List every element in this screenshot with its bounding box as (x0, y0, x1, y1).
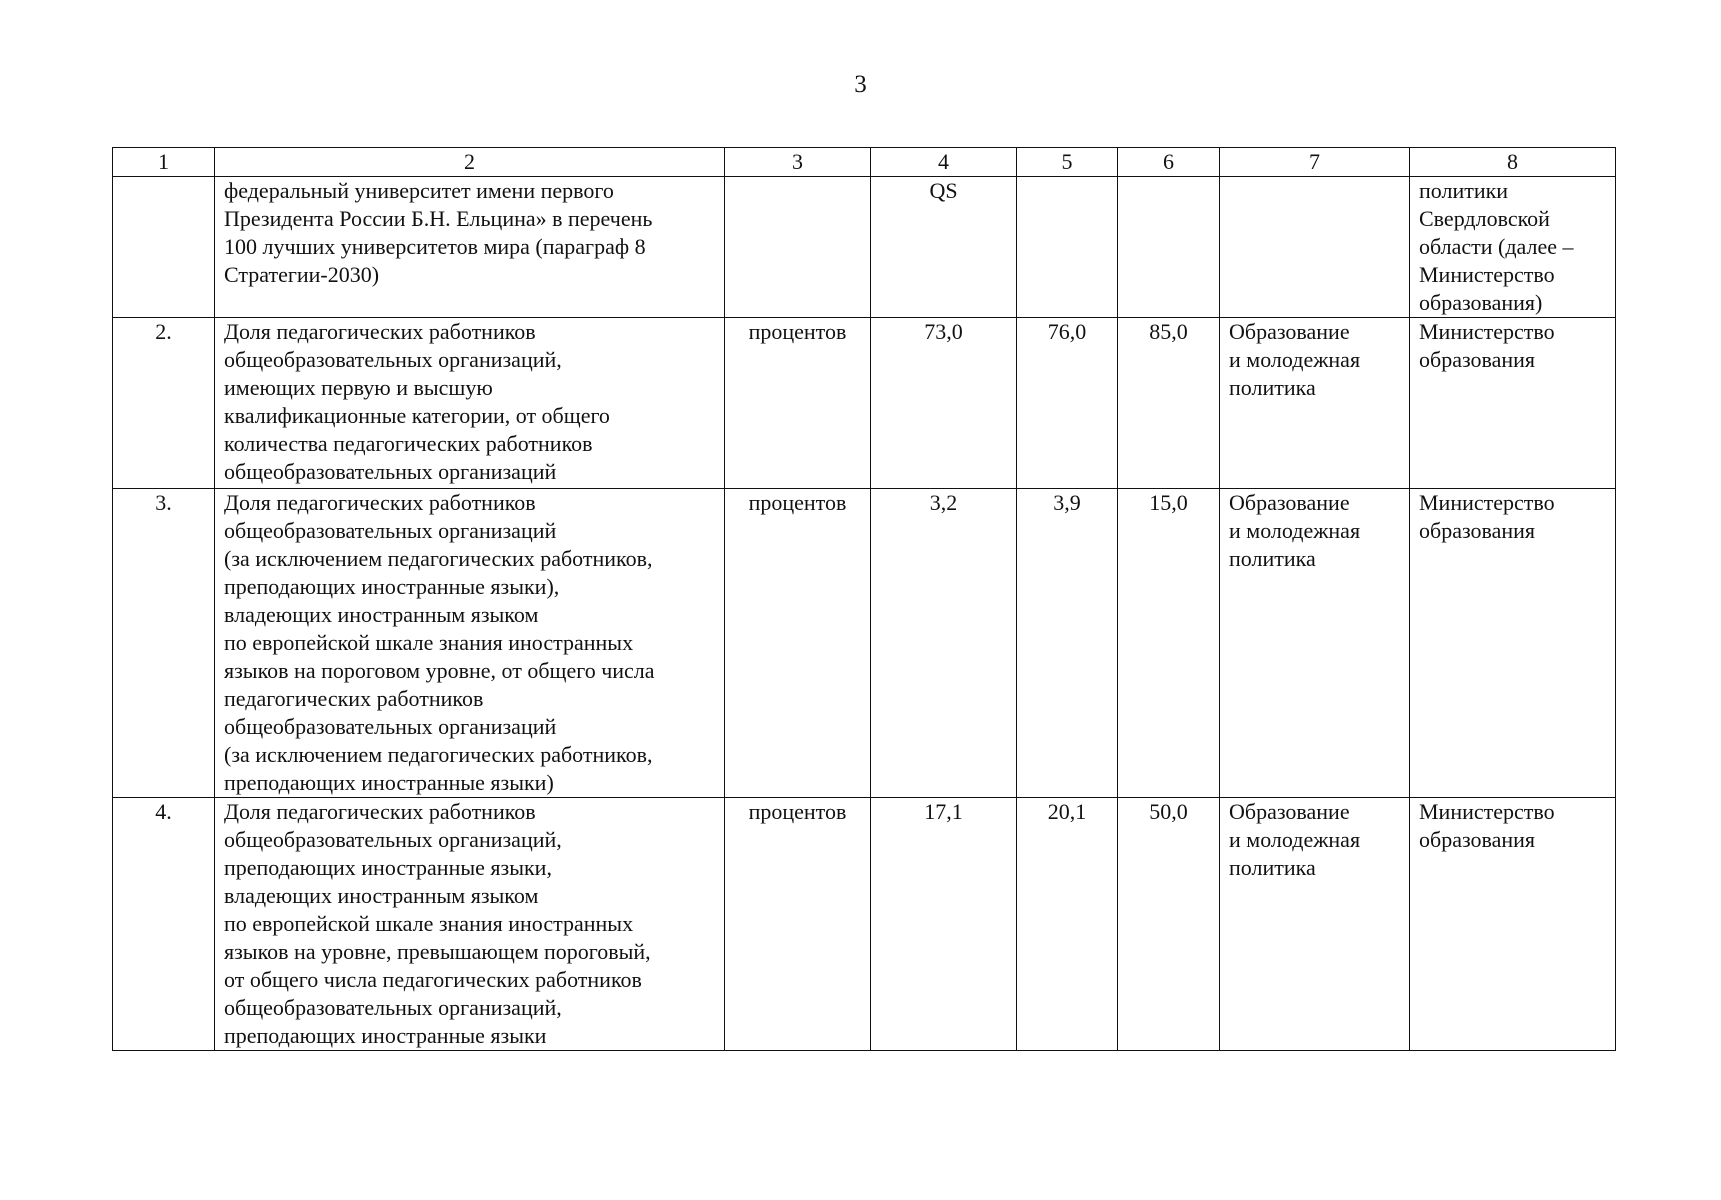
row-number: 3. (113, 489, 215, 798)
program-cell (1220, 177, 1410, 318)
value-col5 (1017, 177, 1118, 318)
program-cell: Образование и молодежная политика (1220, 798, 1410, 1051)
table-header-row (113, 148, 1616, 177)
value-col4: 17,1 (871, 798, 1017, 1051)
unit-cell (725, 177, 871, 318)
responsible-cell: Министерство образования (1410, 318, 1616, 489)
unit-cell: процентов (725, 318, 871, 489)
indicator-description: Доля педагогических работников общеобразовательных организаций, преподающих иностранные языки, владеющих иностранным языком по европейской шкале знания иностранных языков на уровне, превышающем пороговый, от общего числа педагогических работников общеобразовательных организаций, преподающих иностранные языки (215, 798, 725, 1051)
indicator-description: федеральный университет имени первого Президента России Б.Н. Ельцина» в перечень 100 лучших университетов мира (параграф 8 Стратегии-2030) (215, 177, 725, 318)
column-header-8: 8 (1410, 148, 1616, 177)
unit-cell: процентов (725, 489, 871, 798)
value-col5: 20,1 (1017, 798, 1118, 1051)
value-col6: 50,0 (1118, 798, 1220, 1051)
responsible-cell: Министерство образования (1410, 798, 1616, 1051)
value-col4: 3,2 (871, 489, 1017, 798)
indicators-table (112, 147, 1616, 1051)
column-header-1: 1 (113, 148, 215, 177)
column-header-2: 2 (215, 148, 725, 177)
column-header-7: 7 (1220, 148, 1410, 177)
table-row (113, 177, 1616, 318)
value-col5: 76,0 (1017, 318, 1118, 489)
table-row (113, 489, 1616, 798)
indicator-description: Доля педагогических работников общеобразовательных организаций (за исключением педагогических работников, преподающих иностранные языки), владеющих иностранным языком по европейской шкале знания иностранных языков на пороговом уровне, от общего числа педагогических работников общеобразовательных организаций (за исключением педагогических работников, преподающих иностранные языки) (215, 489, 725, 798)
program-cell: Образование и молодежная политика (1220, 489, 1410, 798)
responsible-cell: политики Свердловской области (далее – Министерство образования) (1410, 177, 1616, 318)
value-col5: 3,9 (1017, 489, 1118, 798)
column-header-5: 5 (1017, 148, 1118, 177)
program-cell: Образование и молодежная политика (1220, 318, 1410, 489)
value-col6 (1118, 177, 1220, 318)
row-number: 4. (113, 798, 215, 1051)
column-header-3: 3 (725, 148, 871, 177)
row-number: 2. (113, 318, 215, 489)
value-col4: QS (871, 177, 1017, 318)
value-col6: 15,0 (1118, 489, 1220, 798)
column-header-4: 4 (871, 148, 1017, 177)
page-number: 3 (854, 71, 867, 98)
column-header-6: 6 (1118, 148, 1220, 177)
row-number (113, 177, 215, 318)
value-col4: 73,0 (871, 318, 1017, 489)
value-col6: 85,0 (1118, 318, 1220, 489)
table-row (113, 798, 1616, 1051)
table-row (113, 318, 1616, 489)
indicator-description: Доля педагогических работников общеобразовательных организаций, имеющих первую и высшую квалификационные категории, от общего количества педагогических работников общеобразовательных организаций (215, 318, 725, 489)
unit-cell: процентов (725, 798, 871, 1051)
responsible-cell: Министерство образования (1410, 489, 1616, 798)
